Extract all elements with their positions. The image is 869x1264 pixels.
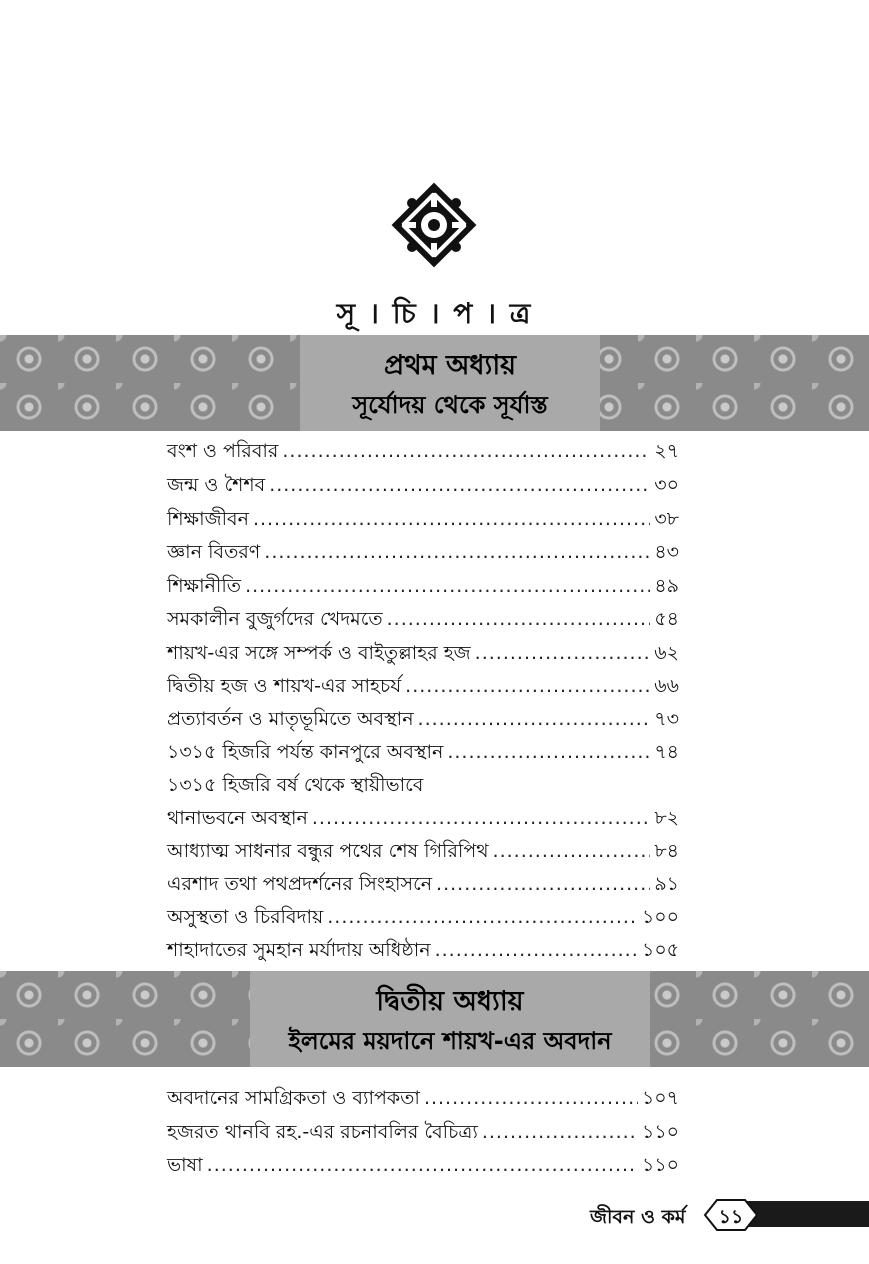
- floral-ornament-icon: [389, 180, 479, 270]
- toc-entry[interactable]: শিক্ষানীতি ..... ৪৯: [167, 572, 679, 606]
- toc-entry[interactable]: হজরত থানবি রহ.-এর রচনাবলির বৈচিত্র্য ..... ১১০: [167, 1118, 679, 1152]
- toc-entry[interactable]: দ্বিতীয় হজ ও শায়খ-এর সাহচর্য ..... ৬৬: [167, 672, 679, 706]
- toc-entry[interactable]: জ্ঞান বিতরণ ..... ৪৩: [167, 538, 679, 572]
- page-title: সূ । চি । প । ত্র: [336, 297, 533, 330]
- toc-entry[interactable]: অবদানের সামগ্রিকতা ও ব্যাপকতা ..... ১০৭: [167, 1084, 679, 1118]
- toc-entry[interactable]: ১৩১৫ হিজরি বর্ষ থেকে স্থায়ীভাবে: [167, 774, 424, 796]
- toc-entry[interactable]: ভাষা ..... ১১০: [167, 1151, 679, 1185]
- toc-entry[interactable]: শায়খ-এর সঙ্গে সম্পর্ক ও বাইতুল্লাহর হজ ..... ৬২: [167, 639, 679, 673]
- toc-entry[interactable]: বংশ ও পরিবার ..... ২৭: [167, 437, 679, 471]
- toc-entry[interactable]: থানাভবনে অবস্থান ..... ৮২: [167, 804, 679, 838]
- footer-book-title: জীবন ও কর্ম: [590, 1206, 686, 1228]
- chapter-heading: দ্বিতীয় অধ্যায়: [376, 986, 524, 1017]
- toc-entry[interactable]: শাহাদাতের সুমহান মর্যাদায় অধিষ্ঠান ..... ১০৫: [167, 936, 679, 970]
- chapter-banner: [0, 335, 869, 431]
- toc-entry[interactable]: ১৩১৫ হিজরি পর্যন্ত কানপুরে অবস্থান ..... ৭৪: [167, 738, 679, 772]
- toc-entry[interactable]: আধ্যাত্ম সাধনার বন্ধুর পথের শেষ গিরিপিথ ..... ৮৪: [167, 837, 679, 871]
- chapter-banner: [0, 971, 869, 1067]
- chapter-heading: প্রথম অধ্যায়: [383, 350, 517, 381]
- toc-entry[interactable]: জন্ম ও শৈশব ..... ৩০: [167, 471, 679, 505]
- toc-entry[interactable]: শিক্ষাজীবন ..... ৩৮: [167, 505, 679, 539]
- toc-entry[interactable]: প্রত্যাবর্তন ও মাতৃভূমিতে অবস্থান ..... ৭৩: [167, 705, 679, 739]
- toc-entry[interactable]: সমকালীন বুজুর্গদের খেদমতে ..... ৫৪: [167, 605, 679, 639]
- toc-entry[interactable]: এরশাদ তথা পথপ্রদর্শনের সিংহাসনে ..... ৯১: [167, 870, 679, 904]
- toc-entry[interactable]: অসুস্থতা ও চিরবিদায় ..... ১০০: [167, 903, 679, 937]
- page-number: ১১: [718, 1206, 744, 1228]
- chapter-subheading: ইলমের ময়দানে শায়খ-এর অবদান: [288, 1027, 612, 1055]
- chapter-subheading: সূর্যোদয় থেকে সূর্যাস্ত: [352, 391, 548, 419]
